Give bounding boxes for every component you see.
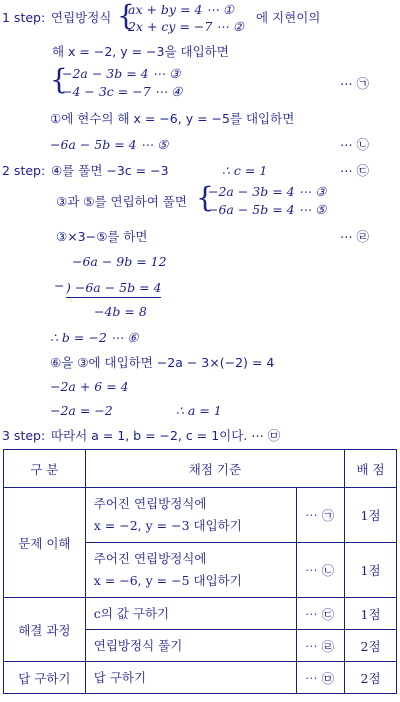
step2-label: 2 step: bbox=[2, 163, 46, 178]
table-header-row bbox=[4, 450, 397, 488]
points-cell: 2점 bbox=[345, 630, 397, 662]
equation-5-repeat: −6a − 5b = 4 ⋯ ⑤ bbox=[208, 202, 327, 217]
system-brace: { bbox=[117, 0, 135, 32]
step1-intro: 연립방정식 bbox=[51, 10, 112, 25]
substitute-line-2: ①에 현수의 해 x = −6, y = −5를 대입하면 bbox=[50, 111, 295, 126]
mark-b: ⋯ ㉡ bbox=[340, 137, 369, 152]
equation-5: −6a − 5b = 4 ⋯ ⑤ bbox=[50, 137, 169, 152]
section-answer: 답 구하기 bbox=[4, 662, 86, 694]
step3-text: 따라서 a = 1, b = −2, c = 1이다. ⋯ ㉤ bbox=[51, 428, 281, 443]
equation-a-2: −2a = −2 bbox=[50, 403, 113, 418]
scoring-table bbox=[3, 449, 397, 694]
solve-line: ③과 ⑤를 연립하여 풀면 bbox=[56, 194, 187, 209]
points-cell: 1점 bbox=[345, 598, 397, 630]
calc-line-3: −4b = 8 bbox=[94, 304, 147, 319]
points-cell: 2점 bbox=[345, 662, 397, 694]
equation-3-repeat: −2a − 3b = 4 ⋯ ③ bbox=[208, 184, 327, 199]
calc-line-1: −6a − 9b = 12 bbox=[72, 254, 167, 269]
points-cell: 1점 bbox=[345, 543, 397, 598]
multiply-line: ③×3−⑤를 하면 bbox=[56, 229, 148, 244]
criteria-mark: ⋯ ㉢ bbox=[297, 598, 345, 630]
header-points: 배 점 bbox=[345, 450, 397, 488]
substitute-line-1: 해 x = −2, y = −3을 대입하면 bbox=[52, 44, 229, 59]
calc-line-2: ) −6a − 5b = 4 bbox=[66, 280, 162, 295]
calc-minus: − bbox=[54, 278, 65, 293]
equation-2: 2x + cy = −7 ⋯ ② bbox=[128, 19, 244, 34]
table-row bbox=[4, 488, 397, 543]
criteria-line: x = −2, y = −3 대입하기 bbox=[93, 518, 242, 533]
criteria-line: x = −6, y = −5 대입하기 bbox=[93, 573, 242, 588]
criteria-line: 주어진 연립방정식에 bbox=[93, 496, 207, 511]
step2-text: ④를 풀면 −3c = −3 bbox=[51, 163, 169, 178]
system-brace: { bbox=[196, 181, 214, 214]
mark-a: ⋯ ㉠ bbox=[340, 76, 369, 91]
table-row bbox=[4, 598, 397, 630]
points-cell: 1점 bbox=[345, 488, 397, 543]
step2-therefore: ∴ c = 1 bbox=[222, 163, 268, 178]
equation-1: ax + by = 4 ⋯ ① bbox=[128, 2, 235, 17]
criteria-mark: ⋯ ㉣ bbox=[297, 630, 345, 662]
criteria-mark: ⋯ ㉠ bbox=[297, 488, 345, 543]
b-result: ∴ b = −2 ⋯ ⑥ bbox=[50, 330, 139, 345]
section-process: 해결 과정 bbox=[4, 598, 86, 662]
criteria-mark: ⋯ ㉡ bbox=[297, 543, 345, 598]
mark-c: ⋯ ㉢ bbox=[340, 163, 369, 178]
equation-4: −4 − 3c = −7 ⋯ ④ bbox=[62, 84, 183, 99]
system-brace: { bbox=[50, 63, 68, 96]
section-understanding: 문제 이해 bbox=[4, 488, 86, 598]
header-section: 구 분 bbox=[4, 450, 86, 488]
criteria-cell bbox=[85, 488, 296, 543]
criteria-line: 주어진 연립방정식에 bbox=[93, 551, 207, 566]
criteria-cell: c의 값 구하기 bbox=[85, 598, 296, 630]
mark-d: ⋯ ㉣ bbox=[340, 229, 369, 244]
step1-suffix: 에 지현이의 bbox=[256, 10, 321, 25]
step1-label: 1 step: bbox=[2, 10, 46, 25]
header-criteria: 채점 기준 bbox=[85, 450, 344, 488]
equation-a-1: −2a + 6 = 4 bbox=[50, 379, 129, 394]
criteria-cell: 답 구하기 bbox=[85, 662, 296, 694]
equation-3: −2a − 3b = 4 ⋯ ③ bbox=[62, 66, 181, 81]
criteria-cell: 연립방정식 풀기 bbox=[85, 630, 296, 662]
criteria-cell bbox=[85, 543, 296, 598]
table-row bbox=[4, 662, 397, 694]
substitute-line-3: ⑥을 ③에 대입하면 −2a − 3×(−2) = 4 bbox=[50, 355, 275, 370]
step3-label: 3 step: bbox=[2, 428, 46, 443]
criteria-mark: ⋯ ㉤ bbox=[297, 662, 345, 694]
a-result: ∴ a = 1 bbox=[176, 403, 222, 418]
